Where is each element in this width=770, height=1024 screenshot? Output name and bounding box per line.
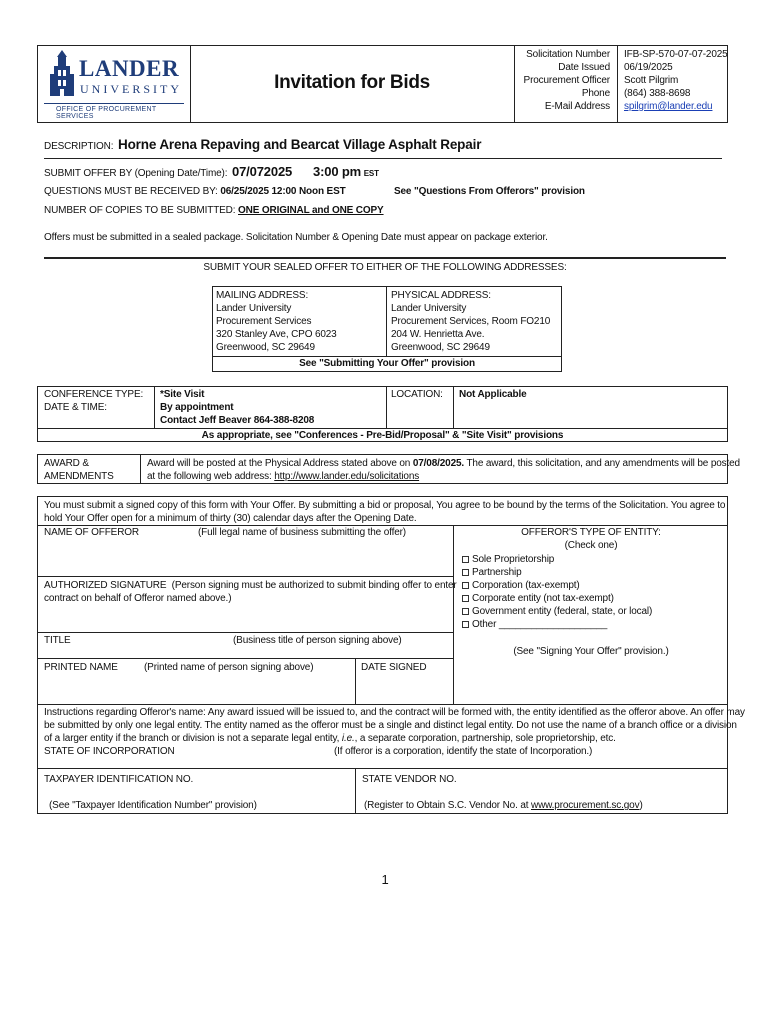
entity-heading: OFFEROR'S TYPE OF ENTITY: <box>521 527 661 538</box>
offeror-intro-line: hold Your Offer open for a minimum of thirty (30) calendar days after the Opening Date. <box>44 513 417 524</box>
vendor-hint <box>364 800 643 811</box>
offeror-rule-2 <box>37 576 453 577</box>
meta-label: Date Issued <box>558 62 610 73</box>
physical-line: Lander University <box>391 303 467 314</box>
offeror-rule-3 <box>37 632 453 633</box>
conference-divider-1 <box>154 386 155 428</box>
conference-detail: *Site Visit <box>160 389 205 400</box>
submit-date: 07/072025 <box>232 164 293 179</box>
conference-footer: As appropriate, see "Conferences - Pre-Bid/Proposal" & "Site Visit" provisions <box>201 430 564 441</box>
conference-footer-rule <box>37 428 728 429</box>
vendor-label: STATE VENDOR NO. <box>362 774 457 785</box>
instructions-line3-post: , a separate corporation, partnership, sole proprietorship, etc. <box>354 733 616 744</box>
printed-name-label: PRINTED NAME <box>44 662 118 673</box>
physical-line: 204 W. Henrietta Ave. <box>391 329 485 340</box>
instructions-line: Instructions regarding Offeror's name: Any award issued will be issued to, and the contract will be formed with, the entity identified as the offeror above. An offer may <box>44 707 745 718</box>
logo-office: OFFICE OF PROCUREMENT SERVICES <box>56 106 157 120</box>
mailing-line: 320 Stanley Ave, CPO 6023 <box>216 329 337 340</box>
description-row <box>44 137 481 152</box>
tin-label: TAXPAYER IDENTIFICATION NO. <box>44 774 194 785</box>
printed-name-hint: (Printed name of person signing above) <box>144 662 314 673</box>
meta-label: Solicitation Number <box>526 49 610 60</box>
location-label: LOCATION: <box>391 389 443 400</box>
email-link[interactable]: spilgrim@lander.edu <box>624 101 713 112</box>
title-label: TITLE <box>44 635 71 646</box>
signature-hint: (Person signing must be authorized to submit binding offer to enter <box>171 580 457 591</box>
award-text-post: The award, this solicitation, and any amendments will be posted <box>464 458 740 469</box>
description-label: DESCRIPTION: <box>44 141 114 152</box>
solicitations-link[interactable]: http://www.lander.edu/solicitations <box>274 471 420 482</box>
conference-detail: Contact Jeff Beaver 864-388-8208 <box>160 415 315 426</box>
offeror-divider <box>453 525 454 704</box>
addresses-footer-rule <box>212 356 562 357</box>
mailing-address <box>216 289 337 354</box>
page-title: Invitation for Bids <box>274 72 430 93</box>
copies-label: NUMBER OF COPIES TO BE SUBMITTED: <box>44 205 236 216</box>
offeror-intro-line: You must submit a signed copy of this form with Your Offer. By submitting a bid or proposal, You agree to be bound by the terms of the Solicitation. You agree to <box>44 500 726 511</box>
name-of-offeror-label: NAME OF OFFEROR <box>44 527 139 538</box>
offeror-rule-1 <box>37 525 728 526</box>
award-label-line: AWARD & <box>44 458 89 469</box>
checkbox-icon[interactable] <box>462 582 469 589</box>
lander-logo <box>44 48 186 120</box>
award-label <box>44 457 114 483</box>
entity-option-label: Other ____________________ <box>472 619 608 630</box>
page-number: 1 <box>381 872 389 887</box>
award-line2: at the following web address: <box>147 471 275 482</box>
sealed-note: Offers must be submitted in a sealed package. Solicitation Number & Opening Date must appear on package exterior. <box>44 232 548 243</box>
mailing-line: Procurement Services <box>216 316 312 327</box>
procurement-officer: Scott Pilgrim <box>624 75 679 86</box>
mailing-line: Lander University <box>216 303 292 314</box>
questions-label: QUESTIONS MUST BE RECEIVED BY: <box>44 186 218 197</box>
state-incorporation-field[interactable] <box>40 758 724 766</box>
signature-label-block <box>44 579 457 605</box>
copies-value: ONE ORIGINAL and ONE COPY <box>238 205 384 216</box>
offeror-rule-6 <box>37 768 728 769</box>
offeror-intro <box>44 499 725 525</box>
questions-value: 06/25/2025 12:00 Noon EST <box>220 186 346 197</box>
description-value: Horne Arena Repaving and Bearcat Village Asphalt Repair <box>117 137 482 152</box>
conference-divider-2 <box>386 386 387 428</box>
entity-option[interactable] <box>462 592 652 605</box>
physical-address <box>391 289 550 354</box>
award-date: 07/08/2025. <box>412 458 465 469</box>
description-rule <box>44 158 722 159</box>
entity-option[interactable] <box>462 618 652 631</box>
submit-tz: EST <box>363 169 379 178</box>
submit-time-row <box>313 164 379 179</box>
entity-option-label: Partnership <box>472 567 522 578</box>
solicitation-number: IFB-SP-570-07-07-2025 <box>624 49 728 60</box>
logo-name: LANDER <box>79 56 180 81</box>
vendor-field[interactable] <box>358 786 724 798</box>
name-of-offeror-hint: (Full legal name of business submitting the offer) <box>198 527 406 538</box>
physical-line: PHYSICAL ADDRESS: <box>391 290 491 301</box>
entity-option-label: Corporation (tax-exempt) <box>472 580 580 591</box>
submit-label: SUBMIT OFFER BY (Opening Date/Time): <box>44 168 228 179</box>
checkbox-icon[interactable] <box>462 556 469 563</box>
conference-type-label: CONFERENCE TYPE: <box>44 389 144 400</box>
entity-option[interactable] <box>462 553 652 566</box>
entity-options <box>462 553 652 631</box>
instructions-line: be submitted by only one legal entity. The entity named as the offeror must be a single and distinct legal entity. Do not use the name of a branch office or a division <box>44 720 737 731</box>
meta-labels <box>514 48 610 113</box>
entity-option[interactable] <box>462 566 652 579</box>
date-signed-label: DATE SIGNED <box>361 662 427 673</box>
checkbox-icon[interactable] <box>462 621 469 628</box>
printed-date-divider <box>355 658 356 704</box>
tin-field[interactable] <box>40 786 352 798</box>
header-divider-3 <box>617 45 618 123</box>
award-divider <box>140 454 141 484</box>
offeror-rule-5 <box>37 704 728 705</box>
copies-row <box>44 205 384 216</box>
state-incorporation-label: STATE OF INCORPORATION <box>44 746 175 757</box>
vendor-hint-post: ) <box>639 800 643 811</box>
meta-label: Phone <box>581 88 610 99</box>
addresses-divider <box>386 286 387 356</box>
signature-label: AUTHORIZED SIGNATURE <box>44 580 167 591</box>
entity-option[interactable] <box>462 579 652 592</box>
award-text-pre: Award will be posted at the Physical Address stated above on <box>147 458 413 469</box>
tax-divider <box>355 768 356 814</box>
questions-note: See "Questions From Offerors" provision <box>394 186 585 197</box>
logo-rule <box>44 103 184 104</box>
checkbox-icon[interactable] <box>462 595 469 602</box>
procurement-link[interactable]: www.procurement.sc.gov <box>531 800 640 811</box>
mailing-line: MAILING ADDRESS: <box>216 290 309 301</box>
tin-hint: (See "Taxpayer Identification Number" provision) <box>49 800 257 811</box>
addresses-heading: SUBMIT YOUR SEALED OFFER TO EITHER OF THE FOLLOWING ADDRESSES: <box>203 262 567 273</box>
instructions-line3-pre: of a larger entity if the branch or division is not a separate legal entity, <box>44 733 342 744</box>
date-signed-field[interactable] <box>358 676 450 702</box>
state-incorporation-hint: (If offeror is a corporation, identify the state of Incorporation.) <box>334 746 593 757</box>
printed-name-field[interactable] <box>40 676 352 702</box>
physical-line: Procurement Services, Room FO210 <box>391 316 551 327</box>
title-hint: (Business title of person signing above) <box>233 635 402 646</box>
addresses-footer: See "Submitting Your Offer" provision <box>299 358 475 369</box>
meta-label: Procurement Officer <box>523 75 610 86</box>
vendor-hint-pre: (Register to Obtain S.C. Vendor No. at <box>364 800 532 811</box>
conference-date-label: DATE & TIME: <box>44 402 107 413</box>
checkbox-icon[interactable] <box>462 569 469 576</box>
title-field[interactable] <box>40 646 450 656</box>
date-issued: 06/19/2025 <box>624 62 673 73</box>
entity-option-label: Government entity (federal, state, or local) <box>472 606 653 617</box>
offeror-rule-4 <box>37 658 453 659</box>
meta-values <box>624 48 728 113</box>
submit-time: 3:00 pm <box>313 164 362 179</box>
award-label-line: AMENDMENTS <box>44 471 114 482</box>
name-of-offeror-field[interactable] <box>40 540 450 574</box>
location-value: Not Applicable <box>459 389 527 400</box>
instructions-ie: i.e. <box>341 733 355 744</box>
instructions <box>44 706 745 745</box>
conference-details <box>160 388 314 427</box>
meta-label: E-Mail Address <box>544 101 610 112</box>
physical-line: Greenwood, SC 29649 <box>391 342 490 353</box>
entity-subheading: (Check one) <box>564 540 618 551</box>
conference-divider-3 <box>453 386 454 428</box>
mailing-line: Greenwood, SC 29649 <box>216 342 315 353</box>
conference-labels <box>44 388 143 414</box>
signature-field[interactable] <box>40 606 450 630</box>
conference-detail: By appointment <box>160 402 234 413</box>
submit-row <box>44 164 292 179</box>
entity-option-label: Sole Proprietorship <box>472 554 555 565</box>
logo-subname: UNIVERSITY <box>80 82 182 96</box>
checkbox-icon[interactable] <box>462 608 469 615</box>
signature-hint-2: contract on behalf of Offeror named above.) <box>44 593 232 604</box>
tower-icon <box>48 50 76 98</box>
entity-option-label: Corporate entity (not tax-exempt) <box>472 593 614 604</box>
section-rule <box>44 257 726 259</box>
phone: (864) 388-8698 <box>624 88 691 99</box>
award-text <box>147 457 740 483</box>
entity-note: (See "Signing Your Offer" provision.) <box>513 646 669 657</box>
questions-row <box>44 186 346 197</box>
entity-option[interactable] <box>462 605 652 618</box>
